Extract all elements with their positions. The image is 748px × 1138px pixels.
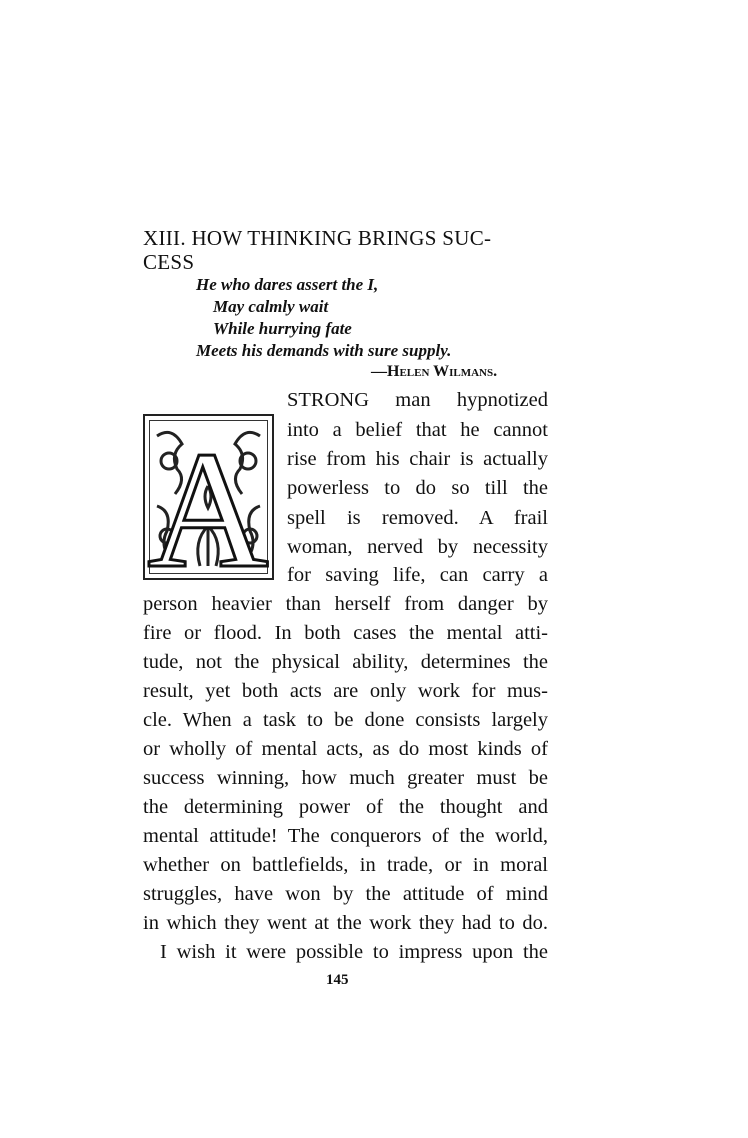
body-line: cle. When a task to be done consists largely bbox=[143, 709, 548, 731]
epigraph-line: He who dares assert the I, bbox=[196, 275, 379, 294]
body-line: person heavier than herself from danger by bbox=[143, 593, 548, 615]
body-line: tude, not the physical ability, determines the bbox=[143, 651, 548, 673]
chapter-title-line-2: CESS bbox=[143, 250, 195, 274]
body-line: or wholly of mental acts, as do most kinds of bbox=[143, 738, 548, 760]
ornament-foliage-icon bbox=[145, 416, 272, 578]
body-line: rise from his chair is actually bbox=[287, 448, 548, 470]
body-line: whether on battlefields, in trade, or in moral bbox=[143, 854, 548, 876]
decorated-drop-cap bbox=[143, 414, 274, 580]
epigraph-line: Meets his demands with sure supply. bbox=[196, 341, 452, 360]
body-line: STRONG man hypnotized bbox=[287, 389, 548, 411]
body-line: the determining power of the thought and bbox=[143, 796, 548, 818]
body-line: result, yet both acts are only work for mus- bbox=[143, 680, 548, 702]
body-line: in which they went at the work they had to do. bbox=[143, 912, 548, 934]
body-line: struggles, have won by the attitude of mind bbox=[143, 883, 548, 905]
chapter-title-line-1: XIII. HOW THINKING BRINGS SUC- bbox=[143, 226, 492, 250]
epigraph-attribution: —Helen Wilmans. bbox=[371, 363, 498, 380]
body-line: mental attitude! The conquerors of the world, bbox=[143, 825, 548, 847]
body-line: powerless to do so till the bbox=[287, 477, 548, 499]
epigraph-line: While hurrying fate bbox=[213, 319, 352, 338]
epigraph-line: May calmly wait bbox=[213, 297, 329, 316]
body-line: I wish it were possible to impress upon the bbox=[160, 941, 548, 963]
body-line: for saving life, can carry a bbox=[287, 564, 548, 586]
body-line: woman, nerved by necessity bbox=[287, 536, 548, 558]
body-line: into a belief that he cannot bbox=[287, 419, 548, 441]
page-number: 145 bbox=[326, 972, 349, 988]
drop-cap-letter: A bbox=[147, 417, 269, 578]
body-line: success winning, how much greater must be bbox=[143, 767, 548, 789]
body-line: spell is removed. A frail bbox=[287, 507, 548, 529]
body-line: fire or flood. In both cases the mental atti- bbox=[143, 622, 548, 644]
